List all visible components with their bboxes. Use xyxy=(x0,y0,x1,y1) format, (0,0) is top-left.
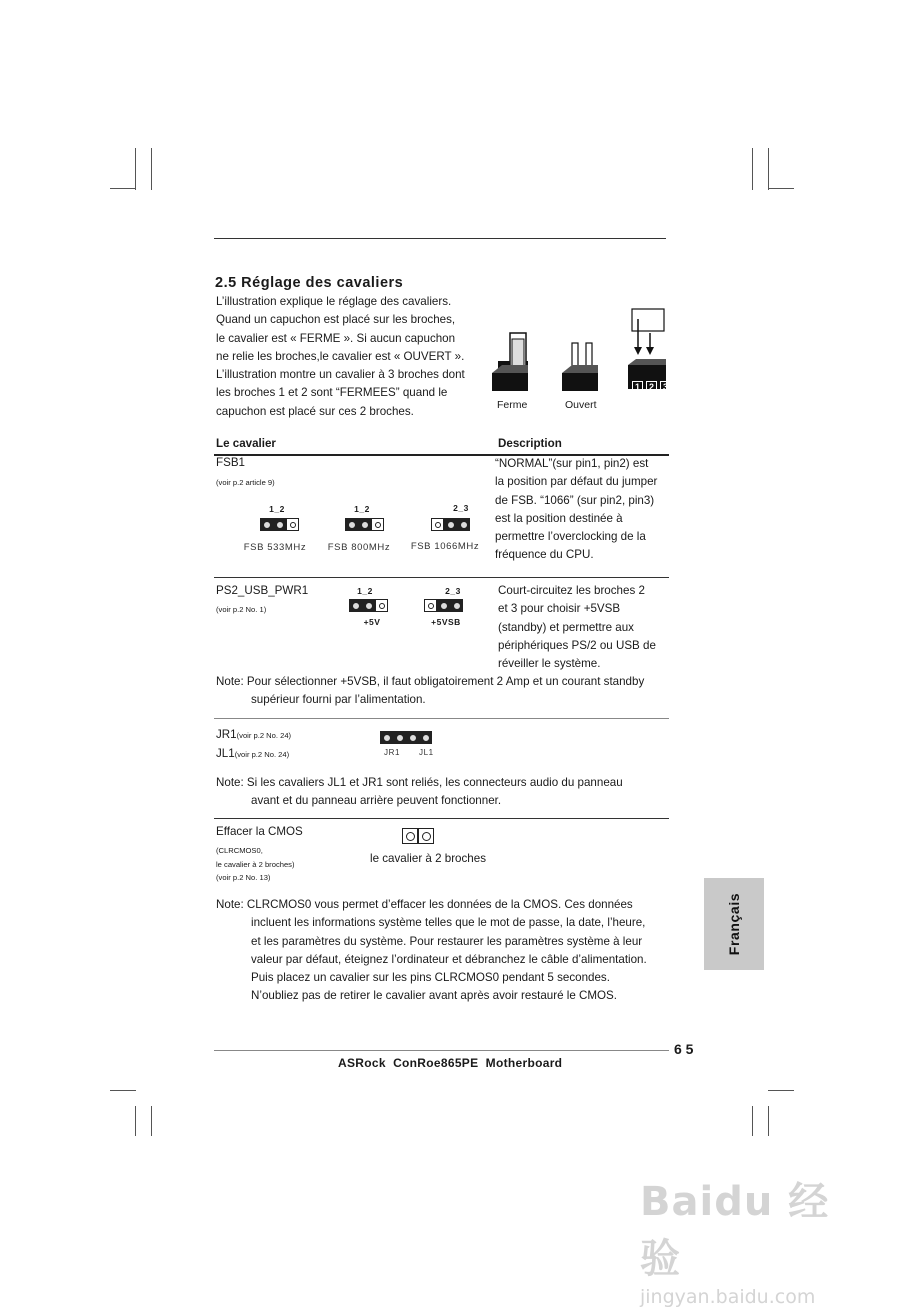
fsb1066-pins: 2_3 xyxy=(453,503,469,513)
pin-numbers: 1 2 3 xyxy=(632,381,671,393)
ps2-5v-jumper xyxy=(349,599,388,612)
fsb1-rule xyxy=(214,577,669,578)
open-label: Ouvert xyxy=(565,399,597,411)
fsb800-jumper xyxy=(345,518,384,531)
fsb1066-jumper xyxy=(431,518,470,531)
ps2-description: Court-circuitez les broches 2 et 3 pour choisir +5VSB (standby) et permettre aux périphériques PS/2 ou USB de réveiller le système. xyxy=(498,584,656,671)
open-jumper-figure xyxy=(562,343,598,391)
closed-jumper-figure xyxy=(492,333,528,391)
language-tab: Français xyxy=(704,878,764,970)
jr1-ref: (voir p.2 No. 24) xyxy=(236,731,292,740)
note2-rule xyxy=(214,818,669,819)
baidu-url: jingyan.baidu.com xyxy=(640,1286,816,1308)
jl1-label: JL1 xyxy=(419,748,434,757)
jl1-ref: (voir p.2 No. 24) xyxy=(234,750,290,759)
jr1-row xyxy=(216,725,291,743)
cmos-jumper xyxy=(402,828,434,844)
intro-paragraph: L’illustration explique le réglage des cavaliers. Quand un capuchon est placé sur les broches, le cavalier est « FERME ». Si aucun capuchon ne relie les broches,le cavalier est « OUVERT ». L’illustration montre un cavalier à 3 broches dont les broches 1 et 2 sont “FERMEES” quand le capuchon est placé sur ces 2 broches. xyxy=(216,295,465,418)
footer-title: ASRock ConRoe865PE Motherboard xyxy=(338,1056,563,1070)
fsb533-label: FSB 533MHz xyxy=(243,542,307,553)
fsb1-name: FSB1 xyxy=(216,456,245,469)
fsb533-jumper xyxy=(260,518,299,531)
fsb1066-label: FSB 1066MHz xyxy=(410,541,480,552)
jl1-row xyxy=(216,744,289,762)
jl1-name: JL1 xyxy=(216,747,235,760)
ps2-5vsb-pins: 2_3 xyxy=(445,586,461,596)
cmos-name: Effacer la CMOS xyxy=(216,825,303,838)
fsb533-pins: 1_2 xyxy=(269,504,285,514)
fsb800-label: FSB 800MHz xyxy=(327,542,391,553)
table-header-jumper: Le cavalier xyxy=(216,437,276,450)
jr1-label: JR1 xyxy=(384,748,401,757)
jr-jl-jumper xyxy=(380,731,432,744)
closed-label: Ferme xyxy=(497,399,528,411)
fsb1-ref: (voir p.2 article 9) xyxy=(216,478,275,487)
three-pin-jumper-figure xyxy=(628,309,666,389)
note1-rule xyxy=(214,718,669,719)
jr1-name: JR1 xyxy=(216,728,237,741)
fsb800-pins: 1_2 xyxy=(354,504,370,514)
ps2-5vsb-label: +5VSB xyxy=(431,617,461,627)
note-5vsb: Note: Pour sélectionner +5VSB, il faut obligatoirement 2 Amp et un courant standby supérieur fourni par l’alimentation. xyxy=(216,675,645,707)
baidu-watermark xyxy=(640,1170,870,1308)
ps2-5vsb-jumper xyxy=(424,599,463,612)
table-header-description: Description xyxy=(498,437,562,450)
note-jl1-jr1: Note: Si les cavaliers JL1 et JR1 sont reliés, les connecteurs audio du panneau avant et du panneau arrière peuvent fonctionner. xyxy=(216,776,623,808)
ps2-5v-label: +5V xyxy=(363,617,381,627)
note-clrcmos: Note: CLRCMOS0 vous permet d’effacer les données de la CMOS. Ces données incluent les informations système telles que le mot de passe, la date, l’heure, et les paramètres du système. Pour restaurer les paramètres système à leur valeur par défaut, éteignez l’ordinateur et débranchez le câble d’alimentation. Puis placez un cavalier sur les pins CLRCMOS0 pendant 5 secondes. N’oubliez pas de retirer le cavalier avant après avoir restauré le CMOS. xyxy=(216,898,647,1003)
header-rule xyxy=(214,238,666,239)
fsb1-description: “NORMAL”(sur pin1, pin2) est la position par défaut du jumper de FSB. “1066” (sur pin2, pin3) est la position destinée à permettre l’overclocking de la fréquence du CPU. xyxy=(495,457,658,562)
ps2-name: PS2_USB_PWR1 xyxy=(216,584,309,597)
footer-rule xyxy=(214,1050,669,1051)
cmos-ref: (CLRCMOS0, le cavalier à 2 broches) (voir p.2 No. 13) xyxy=(216,846,295,882)
ps2-5v-pins: 1_2 xyxy=(357,586,373,596)
cmos-caption: le cavalier à 2 broches xyxy=(370,852,486,865)
section-title: 2.5 Réglage des cavaliers xyxy=(215,275,404,291)
page-number: 6 5 xyxy=(674,1041,694,1057)
ps2-ref: (voir p.2 No. 1) xyxy=(216,605,267,614)
baidu-logo-text: Baidu 经验 xyxy=(640,1179,830,1282)
